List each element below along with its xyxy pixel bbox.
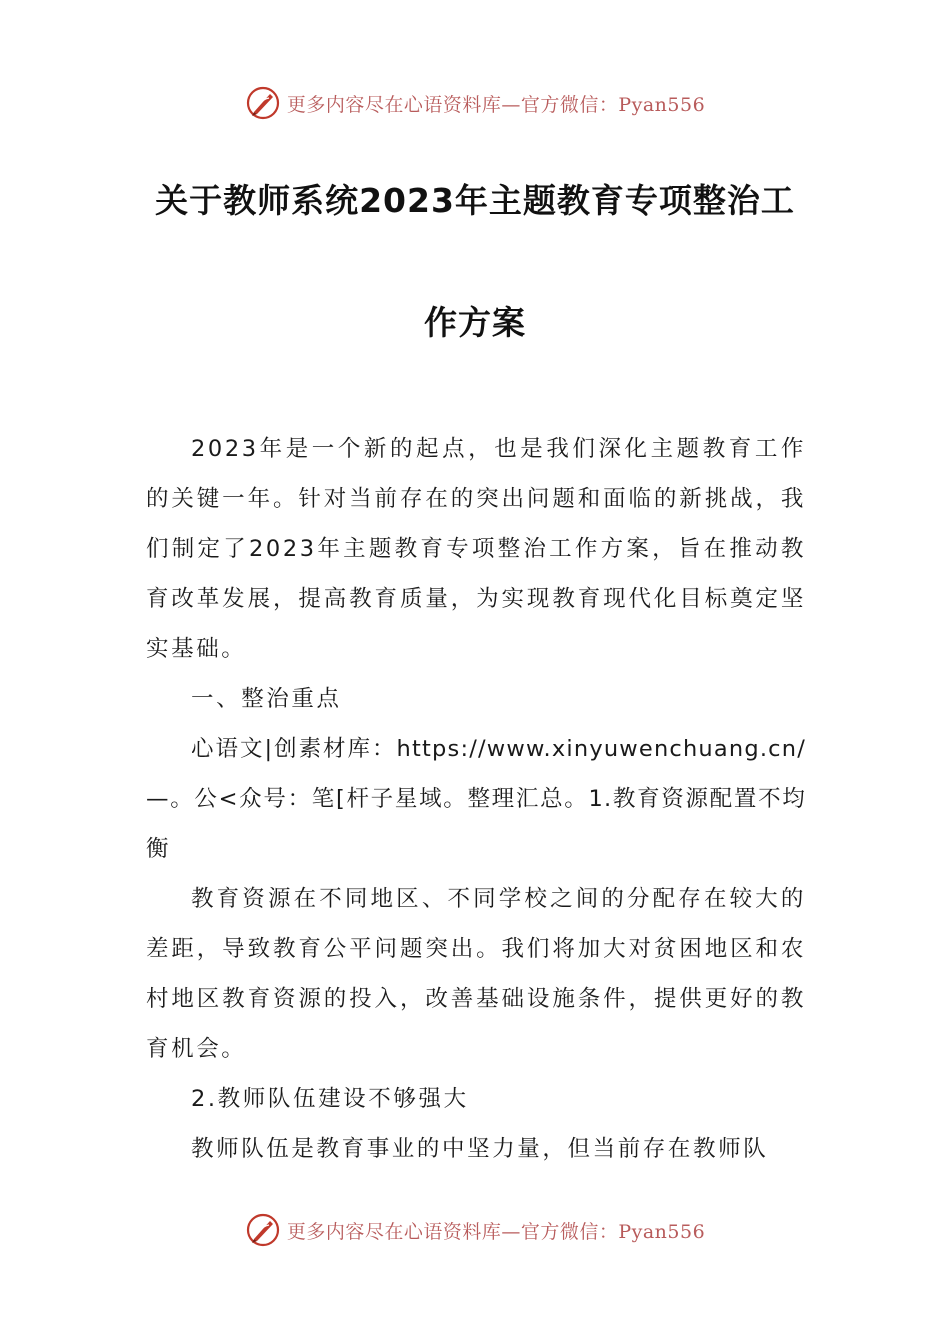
footer-banner-text: 更多内容尽在心语资料库—官方微信：Pyan556 (286, 1220, 706, 1243)
document-body (146, 424, 806, 1174)
item-heading-teacher-team: 2.教师队伍建设不够强大 (191, 1086, 469, 1112)
paragraph-intro: 2023年是一个新的起点，也是我们深化主题教育工作的关键一年。针对当前存在的突出问题和面临的新挑战，我们制定了2023年主题教育专项整治工作方案，旨在推动教育改革发展，提高教育质量，为实现教育现代化目标奠定坚实基础。 (146, 436, 806, 662)
document-title-line-2: 作方案 (424, 303, 526, 342)
footer-banner (0, 1210, 950, 1250)
header-banner-text: 更多内容尽在心语资料库—官方微信：Pyan556 (286, 93, 706, 116)
paragraph-source-and-item-1: 心语文|创素材库：https://www.xinyuwenchuang.cn/—。公<众号：笔[杆子星域。整理汇总。1.教育资源配置不均衡 (146, 736, 806, 862)
section-heading-rectification-focus: 一、整治重点 (191, 686, 342, 712)
paragraph-resource-allocation: 教育资源在不同地区、不同学校之间的分配存在较大的差距，导致教育公平问题突出。我们将加大对贫困地区和农村地区教育资源的投入，改善基础设施条件，提供更好的教育机会。 (146, 886, 806, 1062)
header-banner (0, 83, 950, 123)
paragraph-teacher-team: 教师队伍是教育事业的中坚力量，但当前存在教师队 (191, 1136, 769, 1162)
pen-logo-icon (245, 85, 281, 121)
document-title-line-1: 关于教师系统2023年主题教育专项整治工 (155, 181, 795, 220)
pen-logo-icon (245, 1212, 281, 1248)
